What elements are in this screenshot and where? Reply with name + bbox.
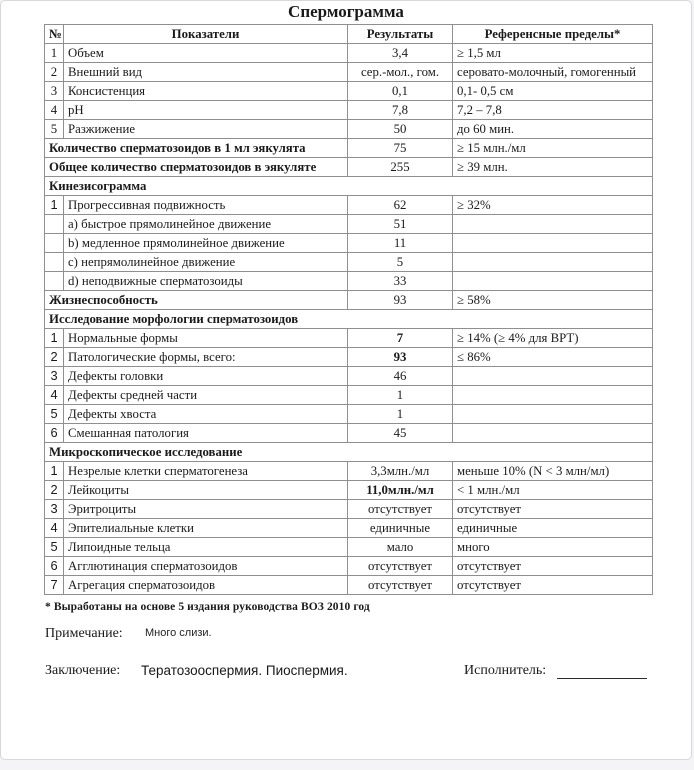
cell-number: 3 [45, 82, 64, 101]
table-row [45, 481, 653, 500]
cell-reference: меньше 10% (N < 3 млн/мл) [453, 462, 653, 481]
cell-indicator: Нормальные формы [64, 329, 348, 348]
results-table-body [45, 44, 653, 595]
cell-reference: ≥ 32% [453, 196, 653, 215]
cell-number: 3 [45, 500, 64, 519]
cell-reference [453, 424, 653, 443]
cell-result: 93 [348, 348, 453, 367]
cell-reference: единичные [453, 519, 653, 538]
cell-reference: много [453, 538, 653, 557]
page-title: Спермограмма [288, 2, 404, 21]
cell-reference [453, 234, 653, 253]
cell-number: 1 [45, 44, 64, 63]
cell-number: 7 [45, 576, 64, 595]
table-row [45, 576, 653, 595]
cell-reference: ≥ 58% [453, 291, 653, 310]
cell-result: 11,0млн./мл [348, 481, 453, 500]
cell-number [45, 272, 64, 291]
cell-reference: < 1 млн./мл [453, 481, 653, 500]
cell-number: 5 [45, 538, 64, 557]
cell-section-title: Микроскопическое исследование [45, 443, 653, 462]
cell-result: 5 [348, 253, 453, 272]
cell-number: 6 [45, 424, 64, 443]
table-row [45, 386, 653, 405]
cell-reference: 7,2 – 7,8 [453, 101, 653, 120]
cell-number: 5 [45, 405, 64, 424]
cell-number: 1 [45, 196, 64, 215]
cell-number: 1 [45, 462, 64, 481]
cell-result: 11 [348, 234, 453, 253]
cell-result: 3,4 [348, 44, 453, 63]
table-row [45, 367, 653, 386]
cell-number: 2 [45, 348, 64, 367]
cell-reference [453, 272, 653, 291]
cell-number: 5 [45, 120, 64, 139]
cell-indicator: Дефекты хвоста [64, 405, 348, 424]
cell-indicator: Лейкоциты [64, 481, 348, 500]
cell-result: 45 [348, 424, 453, 443]
cell-reference: отсутствует [453, 576, 653, 595]
table-header-row [45, 25, 653, 44]
cell-reference: отсутствует [453, 500, 653, 519]
group-row [45, 291, 653, 310]
cell-number: 2 [45, 63, 64, 82]
table-row [45, 215, 653, 234]
table-row [45, 44, 653, 63]
cell-indicator: d) неподвижные сперматозоиды [64, 272, 348, 291]
cell-number: 6 [45, 557, 64, 576]
executor-label: Исполнитель: [464, 663, 547, 678]
cell-indicator: Агрегация сперматозоидов [64, 576, 348, 595]
cell-indicator: Внешний вид [64, 63, 348, 82]
cell-number [45, 215, 64, 234]
cell-reference: серовато-молочный, гомогенный [453, 63, 653, 82]
cell-indicator: a) быстрое прямолинейное движение [64, 215, 348, 234]
cell-result: отсутствует [348, 500, 453, 519]
cell-result: 33 [348, 272, 453, 291]
cell-number: 3 [45, 367, 64, 386]
cell-result: 51 [348, 215, 453, 234]
table-row [45, 196, 653, 215]
cell-indicator: Эпителиальные клетки [64, 519, 348, 538]
cell-number: 1 [45, 329, 64, 348]
cell-reference: 0,1- 0,5 см [453, 82, 653, 101]
table-row [45, 82, 653, 101]
cell-reference [453, 253, 653, 272]
signature-line [557, 678, 647, 679]
table-row [45, 462, 653, 481]
cell-reference [453, 215, 653, 234]
cell-reference [453, 386, 653, 405]
table-row [45, 272, 653, 291]
table-row [45, 500, 653, 519]
cell-result: 75 [348, 139, 453, 158]
table-row [45, 519, 653, 538]
cell-result: единичные [348, 519, 453, 538]
cell-reference [453, 367, 653, 386]
cell-indicator: Общее количество сперматозоидов в эякуляте [45, 158, 348, 177]
cell-result: 0,1 [348, 82, 453, 101]
cell-result: 255 [348, 158, 453, 177]
cell-result: мало [348, 538, 453, 557]
table-row [45, 405, 653, 424]
cell-result: сер.-мол., гом. [348, 63, 453, 82]
cell-indicator: Дефекты головки [64, 367, 348, 386]
cell-result: 7 [348, 329, 453, 348]
cell-section-title: Кинезисограмма [45, 177, 653, 196]
cell-result: отсутствует [348, 576, 453, 595]
column-header-reference: Референсные пределы* [453, 25, 653, 44]
cell-result: 46 [348, 367, 453, 386]
cell-indicator: Объем [64, 44, 348, 63]
note-label: Примечание: [45, 626, 123, 641]
cell-reference: ≥ 15 млн./мл [453, 139, 653, 158]
cell-indicator: Дефекты средней части [64, 386, 348, 405]
note-line [45, 626, 691, 646]
group-row [45, 139, 653, 158]
cell-result: 62 [348, 196, 453, 215]
cell-number [45, 253, 64, 272]
cell-indicator: Патологические формы, всего: [64, 348, 348, 367]
cell-indicator: c) непрямолинейное движение [64, 253, 348, 272]
cell-result: отсутствует [348, 557, 453, 576]
cell-reference: ≥ 14% (≥ 4% для ВРТ) [453, 329, 653, 348]
cell-result: 93 [348, 291, 453, 310]
note-value: Много слизи. [145, 627, 212, 639]
cell-number: 4 [45, 519, 64, 538]
cell-number: 4 [45, 101, 64, 120]
cell-section-title: Исследование морфологии сперматозоидов [45, 310, 653, 329]
cell-indicator: Агглютинация сперматозоидов [64, 557, 348, 576]
cell-reference: ≥ 39 млн. [453, 158, 653, 177]
cell-indicator: b) медленное прямолинейное движение [64, 234, 348, 253]
cell-reference [453, 405, 653, 424]
section-row [45, 443, 653, 462]
cell-indicator: Разжижение [64, 120, 348, 139]
table-row [45, 348, 653, 367]
table-row [45, 557, 653, 576]
cell-indicator: Жизнеспособность [45, 291, 348, 310]
table-row [45, 329, 653, 348]
cell-indicator: Незрелые клетки сперматогенеза [64, 462, 348, 481]
cell-indicator: pH [64, 101, 348, 120]
column-header-indicator: Показатели [64, 25, 348, 44]
section-row [45, 310, 653, 329]
conclusion-label: Заключение: [45, 663, 121, 678]
spermogram-table [44, 24, 653, 595]
cell-indicator: Смешанная патология [64, 424, 348, 443]
table-row [45, 63, 653, 82]
table-row [45, 120, 653, 139]
table-row [45, 101, 653, 120]
cell-result: 50 [348, 120, 453, 139]
cell-number [45, 234, 64, 253]
group-row [45, 158, 653, 177]
cell-indicator: Консистенция [64, 82, 348, 101]
cell-indicator: Количество сперматозоидов в 1 мл эякулята [45, 139, 348, 158]
column-header-number: № [45, 25, 64, 44]
cell-result: 3,3млн./мл [348, 462, 453, 481]
cell-result: 1 [348, 386, 453, 405]
table-row [45, 424, 653, 443]
cell-result: 1 [348, 405, 453, 424]
cell-reference: до 60 мин. [453, 120, 653, 139]
column-header-result: Результаты [348, 25, 453, 44]
table-row [45, 253, 653, 272]
table-row [45, 538, 653, 557]
cell-reference: ≤ 86% [453, 348, 653, 367]
footnote: * Выработаны на основе 5 издания руководства ВОЗ 2010 год [45, 601, 370, 613]
conclusion-line [45, 663, 691, 683]
table-row [45, 234, 653, 253]
cell-number: 4 [45, 386, 64, 405]
conclusion-value: Тератозооспермия. Пиоспермия. [141, 663, 348, 678]
section-row [45, 177, 653, 196]
cell-reference: отсутствует [453, 557, 653, 576]
cell-number: 2 [45, 481, 64, 500]
cell-indicator: Эритроциты [64, 500, 348, 519]
cell-reference: ≥ 1,5 мл [453, 44, 653, 63]
cell-indicator: Прогрессивная подвижность [64, 196, 348, 215]
cell-indicator: Липоидные тельца [64, 538, 348, 557]
cell-result: 7,8 [348, 101, 453, 120]
